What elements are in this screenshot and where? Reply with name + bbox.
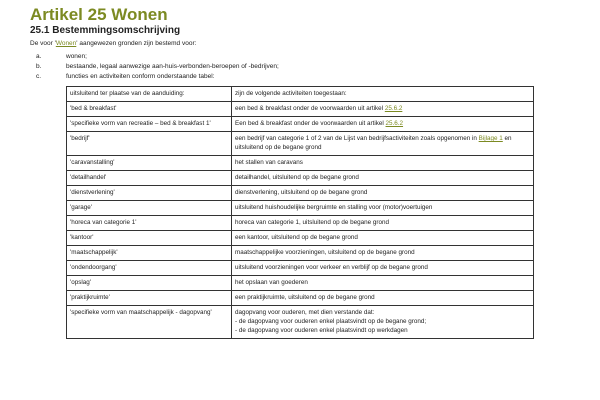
table-row: [67, 246, 534, 261]
list-item-text: functies en activiteiten conform onderstaande tabel:: [66, 73, 215, 80]
list-item: [30, 52, 570, 62]
article-title: Artikel 25 Wonen: [30, 5, 168, 24]
activity-cell: maatschappelijke voorzieningen, uitsluitend op de begane grond: [232, 246, 534, 261]
table-row: [67, 291, 534, 306]
intro-after: ' aangewezen gronden zijn bestemd voor:: [76, 40, 197, 47]
list-item: [30, 62, 570, 72]
section-title: 25.1 Bestemmingsomschrijving: [30, 25, 181, 36]
intro-text: [30, 39, 570, 49]
table-row: [67, 261, 534, 276]
activities-table: [66, 86, 534, 339]
designation-cell: 'caravanstalling': [67, 156, 232, 171]
activity-cell: een kantoor, uitsluitend op de begane grond: [232, 231, 534, 246]
activity-cell: het stallen van caravans: [232, 156, 534, 171]
table-row: [67, 117, 534, 132]
activity-cell: een bed & breakfast onder de voorwaarden uit artikel 25.6.2: [232, 102, 534, 117]
designation-cell: 'maatschappelijk': [67, 246, 232, 261]
reference-link[interactable]: 25.6.2: [384, 105, 403, 112]
wonen-link[interactable]: Wonen: [55, 40, 77, 47]
table-row: [67, 306, 534, 339]
designation-cell: 'specifieke vorm van recreatie – bed & breakfast 1': [67, 117, 232, 132]
table-row: [67, 186, 534, 201]
activity-cell: dienstverlening, uitsluitend op de begane grond: [232, 186, 534, 201]
activity-cell: een bedrijf van categorie 1 of 2 van de Lijst van bedrijfsactiviteiten zoals opgenomen in Bijlage 1 en uitsluitend op de begane grond: [232, 132, 534, 156]
list-item-text: wonen;: [66, 53, 87, 60]
activity-cell: uitsluitend huishoudelijke bergruimte en stalling voor (motor)voertuigen: [232, 201, 534, 216]
table-row: [67, 156, 534, 171]
activity-cell: dagopvang voor ouderen, met dien verstande dat: - de dagopvang voor ouderen enkel plaatsvindt op de begane grond; - de dagopvang voor ouderen enkel plaatsvindt op werkdagen: [232, 306, 534, 339]
reference-link[interactable]: Bijlage 1: [478, 135, 503, 142]
activity-cell: Een bed & breakfast onder de voorwaarden uit artikel 25.6.2: [232, 117, 534, 132]
activity-cell: detailhandel, uitsluitend op de begane grond: [232, 171, 534, 186]
designation-cell: 'specifieke vorm van maatschappelijk - dagopvang': [67, 306, 232, 339]
designation-cell: 'garage': [67, 201, 232, 216]
activity-cell: het opslaan van goederen: [232, 276, 534, 291]
table-row: [67, 102, 534, 117]
list-marker: b.: [36, 63, 42, 70]
table-row: [67, 132, 534, 156]
designation-cell: 'kantoor': [67, 231, 232, 246]
activity-cell: horeca van categorie 1, uitsluitend op de begane grond: [232, 216, 534, 231]
table-row: [67, 276, 534, 291]
list-item-text: bestaande, legaal aanwezige aan-huis-verbonden-beroepen of -bedrijven;: [66, 63, 279, 70]
table-row: [67, 231, 534, 246]
activity-cell: een praktijkruimte, uitsluitend op de begane grond: [232, 291, 534, 306]
reference-link[interactable]: 25.6.2: [385, 120, 404, 127]
activity-cell: uitsluitend voorzieningen voor verkeer en verblijf op de begane grond: [232, 261, 534, 276]
table-row: [67, 216, 534, 231]
designation-cell: 'ondendoorgang': [67, 261, 232, 276]
designation-cell: 'bed & breakfast': [67, 102, 232, 117]
list-item: [30, 72, 570, 82]
designation-cell: 'bedrijf': [67, 132, 232, 156]
table-row: [67, 171, 534, 186]
purpose-list: [30, 52, 570, 82]
header-cell-designation: uitsluitend ter plaatse van de aanduiding:: [67, 87, 232, 102]
designation-cell: 'horeca van categorie 1': [67, 216, 232, 231]
table-header-row: [67, 87, 534, 102]
designation-cell: 'detailhandel': [67, 171, 232, 186]
designation-cell: 'dienstverlening': [67, 186, 232, 201]
list-marker: c.: [36, 73, 42, 80]
list-marker: a.: [36, 53, 42, 60]
document-page: [30, 6, 570, 82]
designation-cell: 'opslag': [67, 276, 232, 291]
header-cell-activities: zijn de volgende activiteiten toegestaan:: [232, 87, 534, 102]
intro-before: De voor ': [30, 40, 56, 47]
table-row: [67, 201, 534, 216]
designation-cell: 'praktijkruimte': [67, 291, 232, 306]
